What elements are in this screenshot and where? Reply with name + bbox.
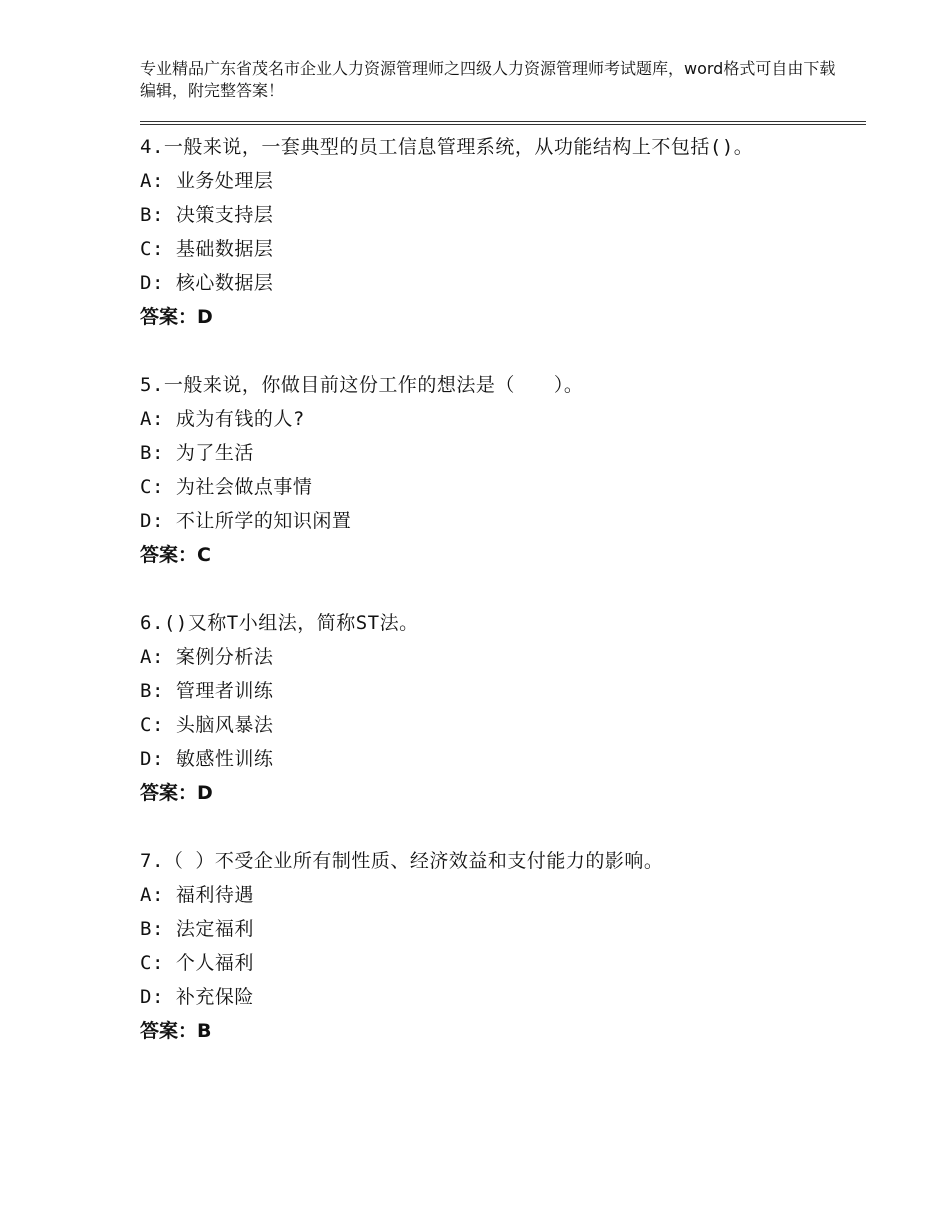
option-a: A: 案例分析法 (140, 646, 274, 668)
header-divider (140, 121, 866, 125)
option-c: C: 基础数据层 (140, 238, 274, 260)
question-stem: 6.()又称T小组法，简称ST法。 (140, 612, 419, 634)
question-stem: 7.（ ）不受企业所有制性质、经济效益和支付能力的影响。 (140, 850, 664, 872)
option-a: A: 成为有钱的人? (140, 408, 305, 430)
option-d: D: 补充保险 (140, 986, 254, 1008)
option-c: C: 个人福利 (140, 952, 254, 974)
question-7 (140, 844, 840, 1048)
question-stem: 4.一般来说，一套典型的员工信息管理系统，从功能结构上不包括()。 (140, 136, 754, 158)
option-d: D: 核心数据层 (140, 272, 274, 294)
document-header: 专业精品广东省茂名市企业人力资源管理师之四级人力资源管理师考试题库，word格式可自由下载编辑，附完整答案！ (140, 59, 836, 100)
option-c: C: 头脑风暴法 (140, 714, 274, 736)
question-stem: 5.一般来说，你做目前这份工作的想法是（ ）。 (140, 374, 584, 396)
answer-label: 答案：D (140, 782, 213, 804)
question-list (140, 130, 840, 1082)
option-c: C: 为社会做点事情 (140, 476, 313, 498)
option-b: B: 决策支持层 (140, 204, 274, 226)
option-a: A: 福利待遇 (140, 884, 254, 906)
question-4 (140, 130, 840, 334)
question-6 (140, 606, 840, 810)
option-b: B: 管理者训练 (140, 680, 274, 702)
answer-label: 答案：D (140, 306, 213, 328)
option-d: D: 敏感性训练 (140, 748, 274, 770)
option-b: B: 为了生活 (140, 442, 254, 464)
option-b: B: 法定福利 (140, 918, 254, 940)
answer-label: 答案：C (140, 544, 211, 566)
answer-label: 答案：B (140, 1020, 212, 1042)
question-5 (140, 368, 840, 572)
option-a: A: 业务处理层 (140, 170, 274, 192)
option-d: D: 不让所学的知识闲置 (140, 510, 352, 532)
